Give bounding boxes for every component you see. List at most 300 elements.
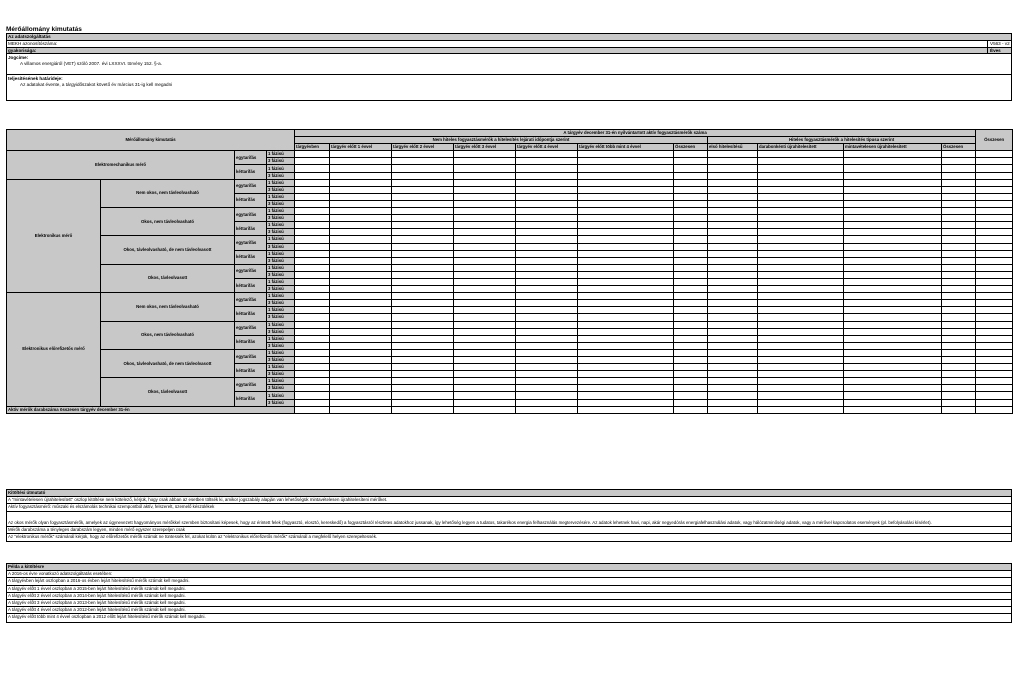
data-cell[interactable] <box>942 193 976 200</box>
data-cell[interactable] <box>674 357 708 364</box>
data-cell[interactable] <box>844 378 942 385</box>
data-cell[interactable] <box>976 378 1013 385</box>
data-cell[interactable] <box>844 179 942 186</box>
data-cell[interactable] <box>516 151 578 158</box>
data-cell[interactable] <box>392 357 454 364</box>
data-cell[interactable] <box>942 278 976 285</box>
data-cell[interactable] <box>295 399 330 406</box>
data-cell[interactable] <box>330 250 392 257</box>
data-cell[interactable] <box>392 307 454 314</box>
data-cell[interactable] <box>976 385 1013 392</box>
data-cell[interactable] <box>844 300 942 307</box>
data-cell[interactable] <box>516 392 578 399</box>
data-cell[interactable] <box>330 406 392 413</box>
data-cell[interactable] <box>708 271 758 278</box>
data-cell[interactable] <box>578 364 674 371</box>
data-cell[interactable] <box>392 342 454 349</box>
data-cell[interactable] <box>578 335 674 342</box>
data-cell[interactable] <box>976 200 1013 207</box>
data-cell[interactable] <box>295 172 330 179</box>
data-cell[interactable] <box>708 349 758 356</box>
data-cell[interactable] <box>976 186 1013 193</box>
data-cell[interactable] <box>976 250 1013 257</box>
data-cell[interactable] <box>295 165 330 172</box>
data-cell[interactable] <box>758 385 844 392</box>
data-cell[interactable] <box>942 385 976 392</box>
data-cell[interactable] <box>844 165 942 172</box>
data-cell[interactable] <box>295 250 330 257</box>
data-cell[interactable] <box>392 378 454 385</box>
data-cell[interactable] <box>674 385 708 392</box>
data-cell[interactable] <box>942 229 976 236</box>
data-cell[interactable] <box>578 243 674 250</box>
data-cell[interactable] <box>844 399 942 406</box>
data-cell[interactable] <box>708 335 758 342</box>
data-cell[interactable] <box>295 200 330 207</box>
data-cell[interactable] <box>674 158 708 165</box>
data-cell[interactable] <box>578 271 674 278</box>
data-cell[interactable] <box>454 264 516 271</box>
data-cell[interactable] <box>516 200 578 207</box>
data-cell[interactable] <box>516 321 578 328</box>
data-cell[interactable] <box>392 250 454 257</box>
data-cell[interactable] <box>942 243 976 250</box>
data-cell[interactable] <box>578 321 674 328</box>
data-cell[interactable] <box>516 172 578 179</box>
data-cell[interactable] <box>844 278 942 285</box>
data-cell[interactable] <box>454 222 516 229</box>
data-cell[interactable] <box>392 179 454 186</box>
data-cell[interactable] <box>942 321 976 328</box>
data-cell[interactable] <box>516 229 578 236</box>
data-cell[interactable] <box>976 392 1013 399</box>
data-cell[interactable] <box>392 229 454 236</box>
data-cell[interactable] <box>295 321 330 328</box>
data-cell[interactable] <box>454 179 516 186</box>
data-cell[interactable] <box>578 357 674 364</box>
data-cell[interactable] <box>674 186 708 193</box>
data-cell[interactable] <box>942 151 976 158</box>
data-cell[interactable] <box>578 264 674 271</box>
data-cell[interactable] <box>392 293 454 300</box>
data-cell[interactable] <box>844 200 942 207</box>
data-cell[interactable] <box>942 307 976 314</box>
data-cell[interactable] <box>454 385 516 392</box>
data-cell[interactable] <box>295 222 330 229</box>
data-cell[interactable] <box>578 307 674 314</box>
data-cell[interactable] <box>758 286 844 293</box>
data-cell[interactable] <box>844 328 942 335</box>
data-cell[interactable] <box>578 314 674 321</box>
data-cell[interactable] <box>330 378 392 385</box>
data-cell[interactable] <box>516 250 578 257</box>
data-cell[interactable] <box>758 335 844 342</box>
data-cell[interactable] <box>708 307 758 314</box>
data-cell[interactable] <box>708 229 758 236</box>
data-cell[interactable] <box>578 151 674 158</box>
data-cell[interactable] <box>454 271 516 278</box>
data-cell[interactable] <box>942 264 976 271</box>
data-cell[interactable] <box>516 371 578 378</box>
data-cell[interactable] <box>844 208 942 215</box>
data-cell[interactable] <box>758 208 844 215</box>
data-cell[interactable] <box>942 271 976 278</box>
data-cell[interactable] <box>844 193 942 200</box>
data-cell[interactable] <box>454 250 516 257</box>
data-cell[interactable] <box>295 392 330 399</box>
data-cell[interactable] <box>674 293 708 300</box>
data-cell[interactable] <box>578 200 674 207</box>
data-cell[interactable] <box>516 193 578 200</box>
data-cell[interactable] <box>516 215 578 222</box>
data-cell[interactable] <box>758 300 844 307</box>
data-cell[interactable] <box>976 243 1013 250</box>
data-cell[interactable] <box>976 222 1013 229</box>
data-cell[interactable] <box>295 293 330 300</box>
data-cell[interactable] <box>295 385 330 392</box>
data-cell[interactable] <box>330 357 392 364</box>
data-cell[interactable] <box>758 321 844 328</box>
data-cell[interactable] <box>708 200 758 207</box>
data-cell[interactable] <box>578 349 674 356</box>
data-cell[interactable] <box>454 236 516 243</box>
data-cell[interactable] <box>578 257 674 264</box>
data-cell[interactable] <box>844 392 942 399</box>
data-cell[interactable] <box>295 264 330 271</box>
data-cell[interactable] <box>578 278 674 285</box>
data-cell[interactable] <box>295 158 330 165</box>
data-cell[interactable] <box>844 264 942 271</box>
data-cell[interactable] <box>578 399 674 406</box>
data-cell[interactable] <box>392 406 454 413</box>
data-cell[interactable] <box>758 222 844 229</box>
data-cell[interactable] <box>578 165 674 172</box>
data-cell[interactable] <box>392 385 454 392</box>
data-cell[interactable] <box>674 392 708 399</box>
data-cell[interactable] <box>942 378 976 385</box>
data-cell[interactable] <box>942 165 976 172</box>
data-cell[interactable] <box>708 385 758 392</box>
data-cell[interactable] <box>976 349 1013 356</box>
data-cell[interactable] <box>844 321 942 328</box>
data-cell[interactable] <box>976 300 1013 307</box>
data-cell[interactable] <box>578 392 674 399</box>
data-cell[interactable] <box>976 193 1013 200</box>
data-cell[interactable] <box>976 151 1013 158</box>
data-cell[interactable] <box>674 307 708 314</box>
data-cell[interactable] <box>942 172 976 179</box>
data-cell[interactable] <box>392 300 454 307</box>
data-cell[interactable] <box>392 208 454 215</box>
data-cell[interactable] <box>758 179 844 186</box>
data-cell[interactable] <box>844 385 942 392</box>
data-cell[interactable] <box>674 300 708 307</box>
data-cell[interactable] <box>330 208 392 215</box>
data-cell[interactable] <box>454 215 516 222</box>
data-cell[interactable] <box>674 349 708 356</box>
data-cell[interactable] <box>578 300 674 307</box>
data-cell[interactable] <box>674 406 708 413</box>
data-cell[interactable] <box>708 165 758 172</box>
data-cell[interactable] <box>578 158 674 165</box>
data-cell[interactable] <box>976 286 1013 293</box>
data-cell[interactable] <box>295 179 330 186</box>
data-cell[interactable] <box>976 399 1013 406</box>
data-cell[interactable] <box>942 349 976 356</box>
data-cell[interactable] <box>454 321 516 328</box>
data-cell[interactable] <box>295 342 330 349</box>
data-cell[interactable] <box>844 257 942 264</box>
data-cell[interactable] <box>942 357 976 364</box>
data-cell[interactable] <box>392 286 454 293</box>
data-cell[interactable] <box>708 208 758 215</box>
data-cell[interactable] <box>516 385 578 392</box>
data-cell[interactable] <box>844 250 942 257</box>
data-cell[interactable] <box>976 278 1013 285</box>
data-cell[interactable] <box>454 357 516 364</box>
data-cell[interactable] <box>516 314 578 321</box>
data-cell[interactable] <box>674 151 708 158</box>
data-cell[interactable] <box>454 406 516 413</box>
data-cell[interactable] <box>578 286 674 293</box>
data-cell[interactable] <box>295 243 330 250</box>
data-cell[interactable] <box>674 208 708 215</box>
data-cell[interactable] <box>844 222 942 229</box>
data-cell[interactable] <box>758 349 844 356</box>
data-cell[interactable] <box>295 278 330 285</box>
data-cell[interactable] <box>674 200 708 207</box>
data-cell[interactable] <box>295 271 330 278</box>
data-cell[interactable] <box>392 165 454 172</box>
data-cell[interactable] <box>976 215 1013 222</box>
data-cell[interactable] <box>976 264 1013 271</box>
data-cell[interactable] <box>330 364 392 371</box>
data-cell[interactable] <box>758 229 844 236</box>
data-cell[interactable] <box>942 208 976 215</box>
data-cell[interactable] <box>942 250 976 257</box>
data-cell[interactable] <box>976 293 1013 300</box>
data-cell[interactable] <box>330 271 392 278</box>
data-cell[interactable] <box>674 371 708 378</box>
data-cell[interactable] <box>674 172 708 179</box>
data-cell[interactable] <box>844 364 942 371</box>
data-cell[interactable] <box>976 357 1013 364</box>
data-cell[interactable] <box>758 243 844 250</box>
data-cell[interactable] <box>708 406 758 413</box>
data-cell[interactable] <box>844 314 942 321</box>
data-cell[interactable] <box>454 257 516 264</box>
data-cell[interactable] <box>758 399 844 406</box>
data-cell[interactable] <box>942 236 976 243</box>
data-cell[interactable] <box>942 293 976 300</box>
data-cell[interactable] <box>708 151 758 158</box>
data-cell[interactable] <box>976 179 1013 186</box>
data-cell[interactable] <box>758 172 844 179</box>
data-cell[interactable] <box>330 307 392 314</box>
data-cell[interactable] <box>454 158 516 165</box>
data-cell[interactable] <box>708 250 758 257</box>
data-cell[interactable] <box>942 222 976 229</box>
data-cell[interactable] <box>758 215 844 222</box>
data-cell[interactable] <box>295 208 330 215</box>
data-cell[interactable] <box>330 349 392 356</box>
data-cell[interactable] <box>454 278 516 285</box>
data-cell[interactable] <box>942 215 976 222</box>
data-cell[interactable] <box>330 172 392 179</box>
data-cell[interactable] <box>578 229 674 236</box>
data-cell[interactable] <box>330 293 392 300</box>
data-cell[interactable] <box>516 286 578 293</box>
data-cell[interactable] <box>708 300 758 307</box>
data-cell[interactable] <box>674 179 708 186</box>
data-cell[interactable] <box>976 229 1013 236</box>
data-cell[interactable] <box>392 371 454 378</box>
data-cell[interactable] <box>392 236 454 243</box>
data-cell[interactable] <box>516 378 578 385</box>
data-cell[interactable] <box>516 364 578 371</box>
data-cell[interactable] <box>454 300 516 307</box>
data-cell[interactable] <box>516 236 578 243</box>
data-cell[interactable] <box>578 222 674 229</box>
data-cell[interactable] <box>516 406 578 413</box>
data-cell[interactable] <box>674 342 708 349</box>
data-cell[interactable] <box>330 342 392 349</box>
data-cell[interactable] <box>674 215 708 222</box>
data-cell[interactable] <box>758 271 844 278</box>
data-cell[interactable] <box>674 236 708 243</box>
data-cell[interactable] <box>844 349 942 356</box>
data-cell[interactable] <box>295 286 330 293</box>
data-cell[interactable] <box>454 151 516 158</box>
data-cell[interactable] <box>454 186 516 193</box>
data-cell[interactable] <box>578 215 674 222</box>
data-cell[interactable] <box>454 335 516 342</box>
data-cell[interactable] <box>330 236 392 243</box>
data-cell[interactable] <box>844 271 942 278</box>
data-cell[interactable] <box>976 271 1013 278</box>
data-cell[interactable] <box>844 293 942 300</box>
data-cell[interactable] <box>295 193 330 200</box>
data-cell[interactable] <box>976 158 1013 165</box>
data-cell[interactable] <box>392 243 454 250</box>
data-cell[interactable] <box>516 307 578 314</box>
data-cell[interactable] <box>844 243 942 250</box>
data-cell[interactable] <box>330 165 392 172</box>
data-cell[interactable] <box>674 193 708 200</box>
data-cell[interactable] <box>844 215 942 222</box>
data-cell[interactable] <box>674 335 708 342</box>
data-cell[interactable] <box>708 364 758 371</box>
data-cell[interactable] <box>758 193 844 200</box>
data-cell[interactable] <box>516 165 578 172</box>
data-cell[interactable] <box>758 186 844 193</box>
data-cell[interactable] <box>758 257 844 264</box>
data-cell[interactable] <box>942 335 976 342</box>
data-cell[interactable] <box>330 158 392 165</box>
data-cell[interactable] <box>976 172 1013 179</box>
data-cell[interactable] <box>330 193 392 200</box>
data-cell[interactable] <box>295 349 330 356</box>
data-cell[interactable] <box>578 208 674 215</box>
data-cell[interactable] <box>942 371 976 378</box>
data-cell[interactable] <box>708 342 758 349</box>
data-cell[interactable] <box>708 179 758 186</box>
data-cell[interactable] <box>295 236 330 243</box>
data-cell[interactable] <box>295 328 330 335</box>
data-cell[interactable] <box>392 200 454 207</box>
data-cell[interactable] <box>330 264 392 271</box>
data-cell[interactable] <box>758 406 844 413</box>
data-cell[interactable] <box>976 165 1013 172</box>
data-cell[interactable] <box>708 193 758 200</box>
data-cell[interactable] <box>516 257 578 264</box>
data-cell[interactable] <box>976 314 1013 321</box>
data-cell[interactable] <box>844 186 942 193</box>
data-cell[interactable] <box>295 314 330 321</box>
data-cell[interactable] <box>708 378 758 385</box>
data-cell[interactable] <box>330 321 392 328</box>
data-cell[interactable] <box>708 278 758 285</box>
data-cell[interactable] <box>844 371 942 378</box>
data-cell[interactable] <box>330 385 392 392</box>
data-cell[interactable] <box>708 371 758 378</box>
data-cell[interactable] <box>454 392 516 399</box>
data-cell[interactable] <box>708 264 758 271</box>
data-cell[interactable] <box>942 257 976 264</box>
data-cell[interactable] <box>454 371 516 378</box>
data-cell[interactable] <box>708 257 758 264</box>
data-cell[interactable] <box>392 215 454 222</box>
data-cell[interactable] <box>844 357 942 364</box>
data-cell[interactable] <box>454 328 516 335</box>
data-cell[interactable] <box>578 236 674 243</box>
data-cell[interactable] <box>674 243 708 250</box>
data-cell[interactable] <box>516 335 578 342</box>
data-cell[interactable] <box>330 328 392 335</box>
data-cell[interactable] <box>330 222 392 229</box>
data-cell[interactable] <box>674 264 708 271</box>
data-cell[interactable] <box>674 321 708 328</box>
data-cell[interactable] <box>330 399 392 406</box>
data-cell[interactable] <box>392 271 454 278</box>
data-cell[interactable] <box>758 151 844 158</box>
data-cell[interactable] <box>454 342 516 349</box>
data-cell[interactable] <box>708 286 758 293</box>
data-cell[interactable] <box>942 342 976 349</box>
data-cell[interactable] <box>942 300 976 307</box>
data-cell[interactable] <box>844 158 942 165</box>
data-cell[interactable] <box>392 193 454 200</box>
data-cell[interactable] <box>758 264 844 271</box>
data-cell[interactable] <box>330 286 392 293</box>
data-cell[interactable] <box>578 293 674 300</box>
data-cell[interactable] <box>708 222 758 229</box>
data-cell[interactable] <box>392 158 454 165</box>
data-cell[interactable] <box>674 222 708 229</box>
data-cell[interactable] <box>758 371 844 378</box>
data-cell[interactable] <box>976 335 1013 342</box>
data-cell[interactable] <box>392 186 454 193</box>
data-cell[interactable] <box>976 307 1013 314</box>
data-cell[interactable] <box>454 364 516 371</box>
data-cell[interactable] <box>516 300 578 307</box>
data-cell[interactable] <box>942 286 976 293</box>
data-cell[interactable] <box>295 229 330 236</box>
data-cell[interactable] <box>516 399 578 406</box>
data-cell[interactable] <box>454 172 516 179</box>
data-cell[interactable] <box>942 179 976 186</box>
data-cell[interactable] <box>392 222 454 229</box>
